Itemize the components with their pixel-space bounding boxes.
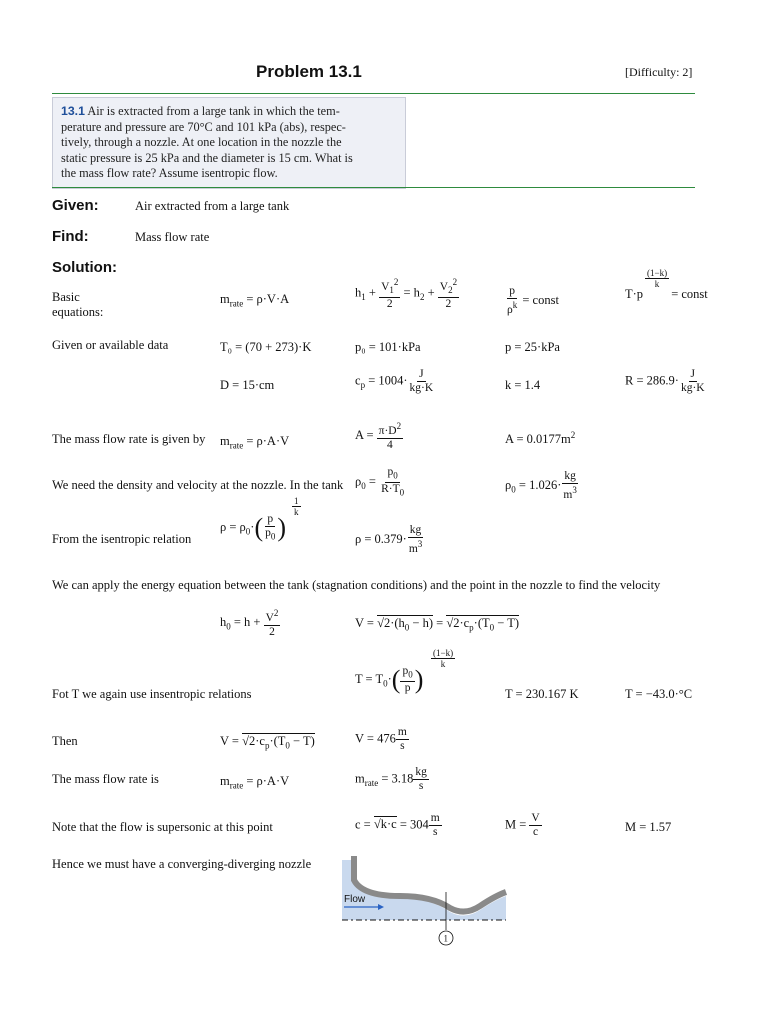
energy-equation: $h_1$ + $\frac{V_1^2}{2}$ = $h_2$ + $\frac{V_2^2}{2}$ (355, 277, 458, 311)
mach-value: M = 1.57 (625, 820, 672, 834)
difficulty-label: [Difficulty: 2] (625, 65, 693, 79)
isentropic-label: From the isentropic relation (52, 532, 192, 546)
mass-flow-given-label: The mass flow rate is given by (52, 432, 206, 446)
solution-label: Solution: (52, 259, 117, 276)
density-velocity-label: We need the density and velocity at the nozzle. In the tank (52, 478, 344, 492)
sound-speed: c = √k·c = 304 $\frac{m}{s}$ (355, 812, 440, 838)
flow-label: Flow (344, 894, 366, 905)
nozzle-figure (340, 852, 510, 948)
rho-formula: $\frac{1}{k}$ $\rho = \rho_0\cdot$( $\frac{p}{p_0}$ ) (220, 496, 299, 543)
hence-label: Hence we must have a converging-diverging nozzle (52, 857, 312, 871)
rho-value: ρ = 0.379· $\frac{kg}{m^3}$ (355, 524, 423, 555)
station-label: 1 (443, 933, 448, 944)
find-text: Mass flow rate (135, 230, 210, 244)
problem-line-1: Air is extracted from a large tank in which the tem- (87, 104, 340, 118)
then-label: Then (52, 734, 78, 748)
mass-flow-is-label: The mass flow rate is (52, 772, 159, 786)
isentropic-p-rho: $\frac{p}{\rho^k}$ = const (507, 285, 559, 316)
problem-line-4: static pressure is 25 kPa and the diameter is 15 cm. What is (61, 150, 353, 165)
rho0-value: $\rho_0 = 1.026\cdot$ $\frac{kg}{m^3}$ (505, 470, 577, 501)
page-title: Problem 13.1 (256, 62, 362, 81)
problem-statement (52, 97, 406, 189)
velocity-formula: $V = √2\cdot(h_0 - h) = √2\cdot c_p\cdot(T_0 - T)$ (355, 616, 519, 633)
find-label: Find: (52, 228, 89, 245)
given-data-label: Given or available data (52, 338, 169, 352)
k-value: k = 1.4 (505, 378, 541, 392)
t-celsius-value: T = −43.0·°C (625, 687, 693, 701)
h0-equation: $h_0 = h$ + $\frac{V^2}{2}$ (220, 608, 279, 638)
d-value: D = 15·cm (220, 378, 275, 392)
mach-formula: M = $\frac{V}{c}$ (505, 812, 540, 838)
given-text: Air extracted from a large tank (135, 199, 290, 213)
p0-value: p₀ = 101·kPa (355, 340, 421, 354)
t-formula: $\frac{(1-k)}{k}$ $T = T_0\cdot$( $\frac{p_0}{p}$ ) (355, 648, 454, 695)
mass-flow-value: $m_{rate} = 3.18$ $\frac{kg}{s}$ (355, 766, 427, 792)
mid-rule (52, 187, 695, 188)
area-value: $A = 0.0177m^2$ (505, 430, 576, 447)
r-value: R = 286.9· $\frac{J}{kg\cdot K}$ (625, 368, 705, 394)
energy-label: We can apply the energy equation between the tank (stagnation conditions) and the point in the nozzle to find the velocity (52, 578, 661, 592)
problem-line-5: the mass flow rate? Assume isentropic flow. (61, 166, 278, 180)
mass-flow-equation-2: $m_{rate} = \rho\cdot A\cdot V$ (220, 434, 290, 451)
mass-flow-equation-3: $m_{rate} = \rho\cdot A\cdot V$ (220, 774, 290, 791)
area-formula: A = $\frac{\pi\cdot D^2}{4}$ (355, 421, 402, 451)
problem-line-2: perature and pressure are 70°C and 101 kPa (abs), respec- (61, 119, 346, 134)
t-kelvin-value: T = 230.167 K (505, 687, 579, 701)
t0-value: T₀ = (70 + 273)·K (220, 340, 312, 354)
rho0-formula: $\rho_0$ = $\frac{p_0}{R\cdot T_0}$ (355, 466, 405, 498)
problem-line-3: tively, through a nozzle. At one location in the nozzle the (61, 135, 342, 149)
mass-flow-equation: $m_{rate} = \rho\cdot V\cdot A$ (220, 292, 290, 309)
basic-equations-label: Basic equations: (52, 290, 104, 319)
velocity-value: V = 476 $\frac{m}{s}$ (355, 726, 407, 752)
isentropic-t-p: $\frac{(1-k)}{k}$ T·p = const (625, 268, 708, 301)
given-label: Given: (52, 197, 99, 214)
problem-number: 13.1 (61, 104, 85, 118)
supersonic-label: Note that the flow is supersonic at this point (52, 820, 273, 834)
velocity-formula-2: $V = √2\cdot c_p\cdot(T_0 - T)$ (220, 734, 315, 751)
p-value: p = 25·kPa (505, 340, 560, 354)
fot-t-label: Fot T we again use insentropic relations (52, 687, 252, 701)
cp-value: $c_p = 1004\cdot$ $\frac{J}{kg\cdot K}$ (355, 368, 434, 394)
top-rule (52, 93, 695, 94)
